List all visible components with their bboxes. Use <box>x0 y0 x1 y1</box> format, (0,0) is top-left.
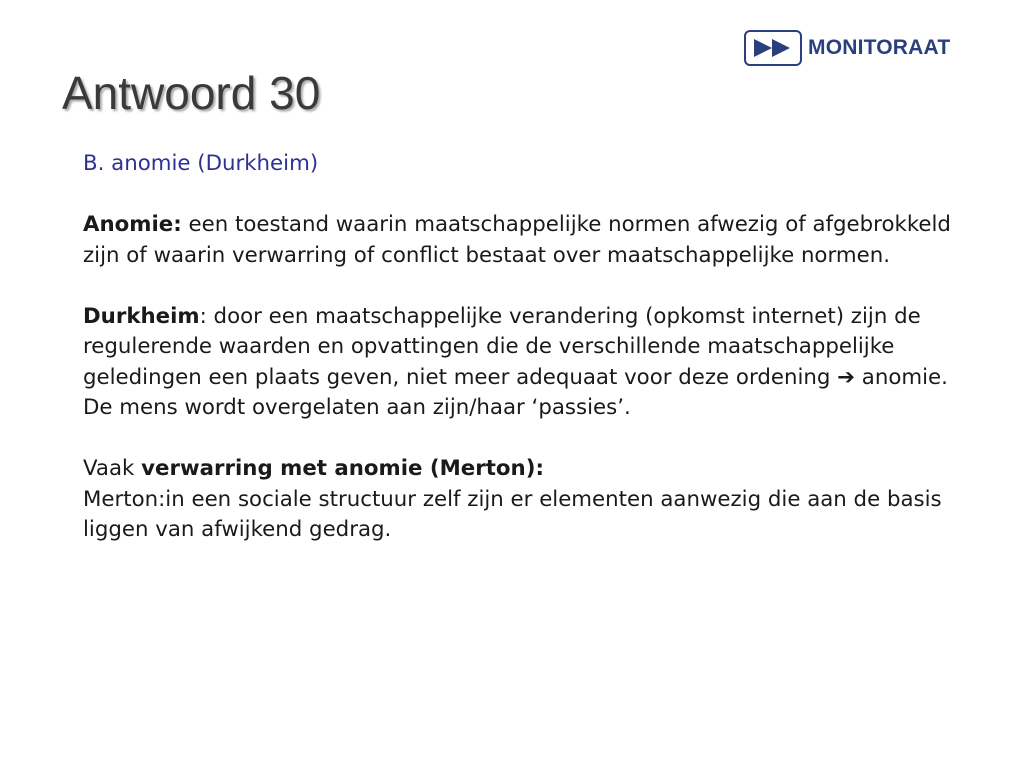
durkheim-term: Durkheim <box>83 303 200 329</box>
monitoraat-logo <box>744 30 950 66</box>
spacer <box>83 424 963 455</box>
fast-forward-icon <box>744 30 802 66</box>
durkheim-text-end: anomie. De mens wordt overgelaten aan zijn/haar ‘passies’. <box>83 364 948 420</box>
answer-subtitle: B. anomie (Durkheim) <box>83 151 319 176</box>
durkheim-text: : door een maatschappelijke verandering (opkomst internet) zijn de regulerende waarden en opvattingen die de verschillende maatschappelijke geledingen een plaats geven, niet meer adequaat voor deze ordening <box>83 303 921 390</box>
merton-bold: verwarring met anomie (Merton): <box>141 456 544 481</box>
anomie-term: Anomie: <box>83 212 182 237</box>
spacer <box>83 271 963 302</box>
page-title: Antwoord 30 <box>62 67 321 119</box>
anomie-definition <box>83 210 963 271</box>
merton-text: Merton:in een sociale structuur zelf zijn er elementen aanwezig die aan de basis liggen van afwijkend gedrag. <box>83 486 942 542</box>
anomie-text: een toestand waarin maatschappelijke normen afwezig of afgebrokkeld zijn of waarin verwarring of conflict bestaat over maatschappelijke normen. <box>83 212 951 268</box>
logo-text: MONITORAAT <box>808 36 951 59</box>
durkheim-paragraph <box>83 302 963 424</box>
arrow-right-icon: ➔ <box>837 364 856 390</box>
spacer <box>83 180 963 211</box>
merton-heading <box>83 454 963 485</box>
content-body <box>83 149 963 546</box>
merton-intro: Vaak <box>83 456 142 481</box>
